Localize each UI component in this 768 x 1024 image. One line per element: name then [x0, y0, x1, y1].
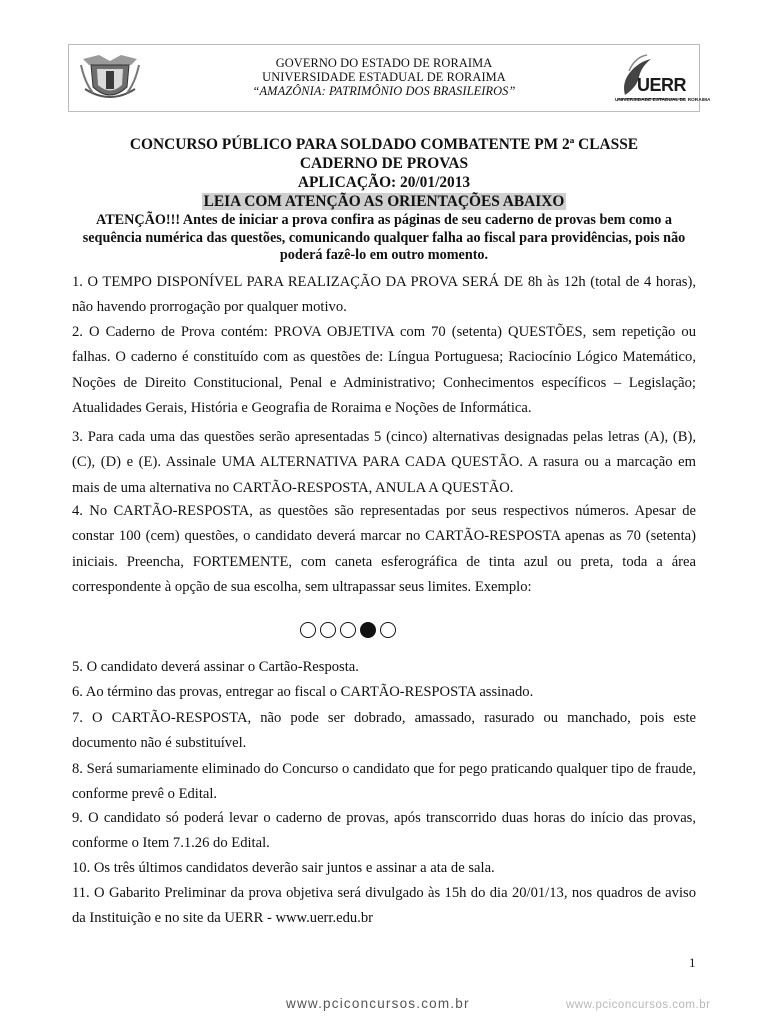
header-motto: “AMAZÔNIA: PATRIMÔNIO DOS BRASILEIROS”: [252, 84, 516, 98]
empty-bubble-icon: [320, 622, 336, 638]
header-university: UNIVERSIDADE ESTADUAL DE RORAIMA: [262, 70, 506, 84]
document-header: [68, 44, 711, 112]
instruction-item-5: 5. O candidato deverá assinar o Cartão-Resposta.: [72, 659, 359, 675]
instruction-item-10: 10. Os três últimos candidatos deverão sair juntos e assinar a ata de sala.: [72, 860, 495, 876]
instruction-item-9: 9. O candidato só poderá levar o caderno de provas, após transcorrido duas horas do início das provas, conforme o Item 7.1.26 do Edital.: [72, 810, 696, 852]
exam-titles: [40, 135, 728, 211]
uerr-logo-word: UERR: [637, 75, 687, 95]
instruction-item-4: 4. No CARTÃO-RESPOSTA, as questões são representadas por seus respectivos números. Apesar de constar 100 (cem) questões, o candidato deverá marcar no CARTÃO-RESPOSTA apenas as 70 (setenta) iniciais. Preencha, FORTEMENTE, com caneta esferográfica de tinta azul ou preta, toda a área correspondente à opção de sua escolha, sem ultrapassar seus limites. Exemplo:: [72, 503, 696, 595]
page-number: 1: [689, 955, 696, 970]
instruction-item-11: 11. O Gabarito Preliminar da prova objetiva será divulgado às 15h do dia 20/01/13, nos quadros de aviso da Instituição e no site da UERR - www.uerr.edu.br: [72, 885, 696, 927]
header-text-block: [189, 56, 579, 98]
empty-bubble-icon: [380, 622, 396, 638]
instructions-heading: LEIA COM ATENÇÃO AS ORIENTAÇÕES ABAIXO: [203, 193, 565, 210]
instruction-item-7: 7. O CARTÃO-RESPOSTA, não pode ser dobrado, amassado, rasurado ou manchado, pois este documento não é substituível.: [72, 710, 696, 752]
instruction-item-1: 1. O TEMPO DISPONÍVEL PARA REALIZAÇÃO DA PROVA SERÁ DE 8h às 12h (total de 4 horas), não havendo prorrogação por qualquer motivo.: [72, 274, 696, 316]
booklet-title: CADERNO DE PROVAS: [299, 155, 469, 172]
instruction-item-2: 2. O Caderno de Prova contém: PROVA OBJETIVA com 70 (setenta) QUESTÕES, sem repetição ou falhas. O caderno é constituído com as questões de: Língua Portuguesa; Raciocínio Lógico Matemático, Noções de Direito Constitucional, Penal e Administrativo; Conhecimentos específicos – Legislação; Atualidades Gerais, História e Geografia de Roraima e Noções de Informática.: [72, 324, 696, 416]
instruction-item-8: 8. Será sumariamente eliminado do Concurso o candidato que for pego praticando qualquer tipo de fraude, conforme prevê o Edital.: [72, 761, 696, 803]
empty-bubble-icon: [300, 622, 316, 638]
application-date: APLICAÇÃO: 20/01/2013: [297, 174, 471, 191]
attention-warning: ATENÇÃO!!! Antes de iniciar a prova confira as páginas de seu caderno de provas bem como a sequência numérica das questões, comunicando qualquer falha ao fiscal para providências, pois não poderá fazê-lo em outro momento.: [82, 212, 686, 263]
answer-example-bubbles: [300, 621, 400, 641]
instruction-item-3: 3. Para cada uma das questões serão apresentadas 5 (cinco) alternativas designadas pelas letras (A), (B), (C), (D) e (E). Assinale UMA ALTERNATIVA PARA CADA QUESTÃO. A rasura ou a marcação em mais de uma alternativa no CARTÃO-RESPOSTA, ANULA A QUESTÃO.: [72, 429, 696, 496]
header-government: GOVERNO DO ESTADO DE RORAIMA: [275, 56, 493, 70]
roraima-coat-of-arms-logo: [79, 53, 141, 105]
empty-bubble-icon: [340, 622, 356, 638]
filled-bubble-icon: [360, 622, 376, 638]
uerr-logo: [611, 51, 711, 107]
footer-watermark-link[interactable]: www.pciconcursos.com.br: [286, 996, 470, 1011]
footer-watermark-right: www.pciconcursos.com.br: [566, 999, 711, 1011]
uerr-logo-subtitle: UNIVERSIDADE ESTADUAL DE RORAIMA: [615, 98, 711, 103]
exam-title: CONCURSO PÚBLICO PARA SOLDADO COMBATENTE PM 2ª CLASSE: [129, 136, 639, 153]
instruction-item-6: 6. Ao término das provas, entregar ao fiscal o CARTÃO-RESPOSTA assinado.: [72, 684, 534, 700]
